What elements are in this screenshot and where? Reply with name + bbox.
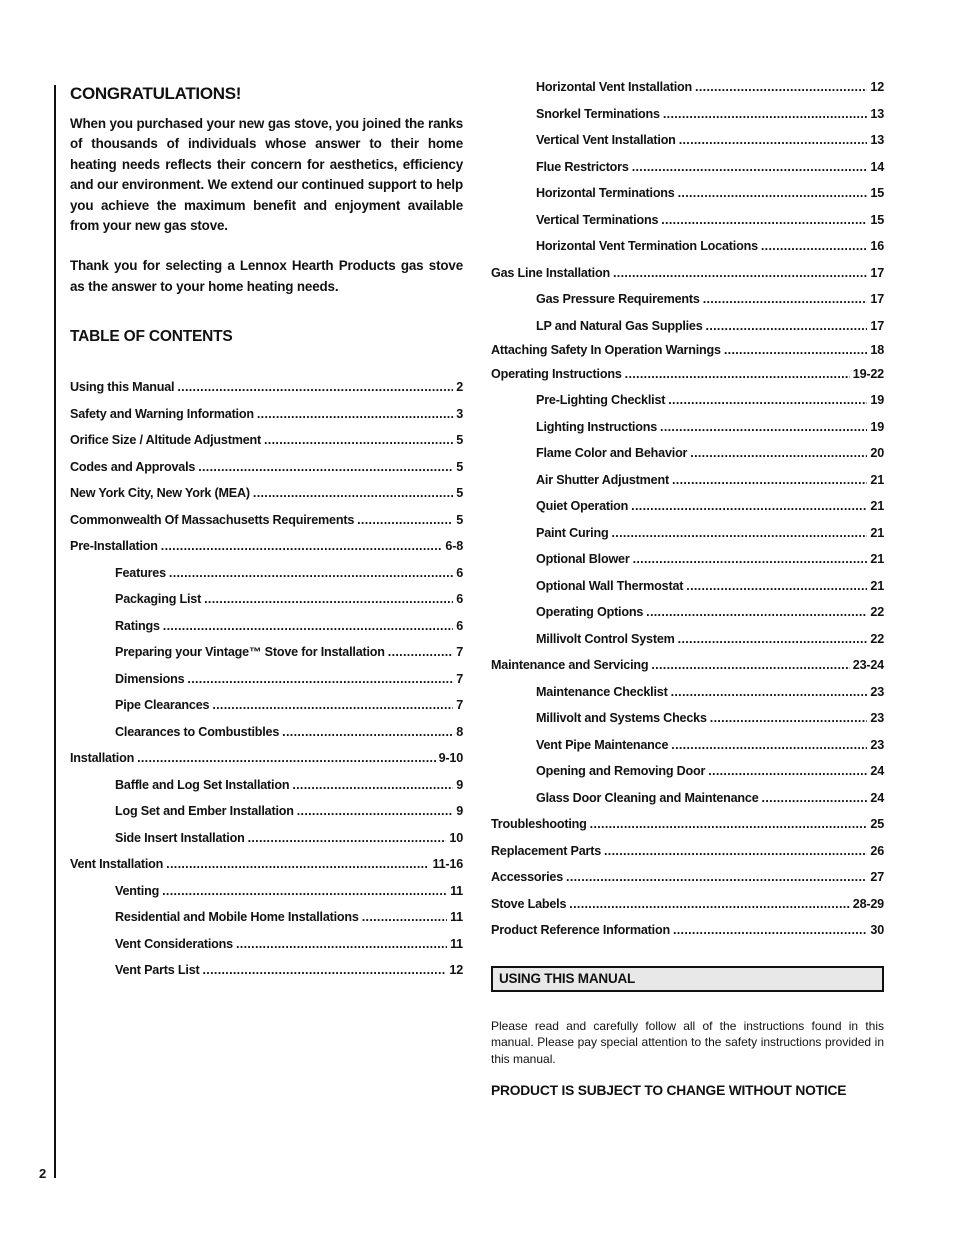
toc-leader-dots bbox=[671, 685, 868, 699]
toc-leader-dots bbox=[668, 393, 867, 407]
toc-leader-dots bbox=[566, 870, 867, 884]
toc-entry-page: 5 bbox=[456, 433, 463, 448]
toc-leader-dots bbox=[163, 619, 453, 633]
toc-leader-dots bbox=[212, 698, 453, 712]
toc-leader-dots bbox=[761, 239, 868, 253]
toc-entry-page: 23 bbox=[870, 711, 884, 725]
toc-entry-label: Pre-Lighting Checklist bbox=[536, 393, 666, 407]
toc-entry[interactable] bbox=[70, 433, 463, 460]
toc-entry[interactable] bbox=[491, 526, 884, 553]
toc-entry-page: 11 bbox=[450, 883, 463, 898]
toc-entry-label: Accessories bbox=[491, 870, 564, 884]
toc-entry-label: Clearances to Combustibles bbox=[115, 724, 280, 739]
toc-list-right bbox=[491, 80, 884, 950]
toc-entry[interactable] bbox=[491, 499, 884, 526]
toc-entry-label: Millivolt Control System bbox=[536, 631, 675, 646]
toc-leader-dots bbox=[590, 817, 868, 831]
toc-entry-label: Codes and Approvals bbox=[70, 459, 196, 474]
toc-leader-dots bbox=[357, 513, 453, 527]
toc-leader-dots bbox=[248, 831, 447, 845]
toc-entry[interactable] bbox=[491, 420, 884, 447]
toc-leader-dots bbox=[710, 711, 868, 725]
toc-entry[interactable] bbox=[70, 804, 463, 831]
toc-leader-dots bbox=[663, 107, 868, 121]
toc-leader-dots bbox=[708, 764, 867, 778]
intro-paragraph-2: Thank you for selecting a Lennox Hearth Products gas stove as the answer to your home heating needs. bbox=[70, 258, 463, 294]
toc-list-left bbox=[70, 380, 463, 990]
toc-entry[interactable] bbox=[70, 831, 463, 858]
toc-leader-dots bbox=[569, 897, 849, 911]
toc-entry-label: Side Insert Installation bbox=[115, 830, 245, 845]
using-manual-heading: USING THIS MANUAL bbox=[491, 966, 884, 992]
toc-entry-label: Opening and Removing Door bbox=[536, 764, 706, 778]
toc-entry-page: 2 bbox=[456, 380, 463, 395]
toc-entry-label: Log Set and Ember Installation bbox=[115, 804, 294, 819]
toc-entry-label: Replacement Parts bbox=[491, 843, 601, 858]
toc-entry-page: 21 bbox=[870, 552, 884, 566]
toc-leader-dots bbox=[673, 923, 867, 937]
toc-entry[interactable] bbox=[70, 380, 463, 407]
toc-entry-page: 9 bbox=[456, 777, 463, 792]
toc-leader-dots bbox=[137, 751, 436, 765]
toc-entry-label: Orifice Size / Altitude Adjustment bbox=[70, 433, 261, 448]
toc-leader-dots bbox=[625, 367, 850, 381]
toc-entry-label: Quiet Operation bbox=[536, 499, 629, 513]
toc-entry-label: Horizontal Vent Termination Locations bbox=[536, 239, 758, 253]
toc-leader-dots bbox=[264, 433, 453, 447]
toc-entry-label: Flame Color and Behavior bbox=[536, 446, 688, 460]
toc-entry-label: Millivolt and Systems Checks bbox=[536, 711, 707, 725]
toc-leader-dots bbox=[169, 566, 453, 580]
toc-entry[interactable] bbox=[491, 107, 884, 134]
toc-entry-label: Vertical Vent Installation bbox=[536, 133, 676, 147]
toc-entry[interactable] bbox=[70, 672, 463, 699]
toc-entry-label: Pipe Clearances bbox=[115, 698, 210, 713]
toc-entry[interactable] bbox=[70, 619, 463, 646]
toc-entry-label: Paint Curing bbox=[536, 525, 609, 540]
toc-entry[interactable] bbox=[491, 319, 884, 343]
congrats-heading: CONGRATULATIONS! bbox=[70, 84, 242, 103]
toc-entry-page: 11 bbox=[450, 910, 463, 925]
toc-entry-page: 14 bbox=[870, 159, 884, 174]
toc-entry[interactable] bbox=[70, 910, 463, 937]
toc-entry-label: Air Shutter Adjustment bbox=[536, 472, 669, 487]
toc-leader-dots bbox=[611, 526, 867, 540]
toc-entry-label: Maintenance Checklist bbox=[536, 684, 668, 699]
right-column bbox=[491, 80, 884, 1098]
toc-leader-dots bbox=[678, 186, 868, 200]
toc-entry-page: 9 bbox=[456, 804, 463, 819]
toc-entry-label: Snorkel Terminations bbox=[536, 106, 660, 121]
toc-entry[interactable] bbox=[70, 513, 463, 540]
toc-entry-label: Operating Options bbox=[536, 605, 644, 619]
toc-entry-label: Commonwealth Of Massachusetts Requirements bbox=[70, 512, 355, 527]
toc-leader-dots bbox=[679, 133, 868, 147]
toc-entry-page: 9-10 bbox=[438, 751, 463, 766]
toc-entry[interactable] bbox=[491, 186, 884, 213]
toc-entry[interactable] bbox=[70, 778, 463, 805]
toc-entry-page: 19 bbox=[870, 393, 884, 407]
toc-entry[interactable] bbox=[491, 897, 884, 924]
toc-entry-page: 24 bbox=[870, 790, 884, 805]
toc-leader-dots bbox=[613, 266, 867, 280]
toc-entry-page: 10 bbox=[449, 830, 463, 845]
toc-entry-page: 26 bbox=[870, 843, 884, 858]
toc-entry-page: 7 bbox=[456, 671, 463, 686]
toc-leader-dots bbox=[631, 499, 867, 513]
toc-entry-label: Maintenance and Servicing bbox=[491, 658, 649, 672]
toc-leader-dots bbox=[690, 446, 867, 460]
toc-entry[interactable] bbox=[491, 685, 884, 712]
toc-entry-page: 5 bbox=[456, 512, 463, 527]
toc-entry-page: 20 bbox=[870, 446, 884, 460]
toc-leader-dots bbox=[706, 319, 868, 333]
intro-paragraph-1: When you purchased your new gas stove, you joined the ranks of thousands of individuals whose answer to their home heating needs reflects their concern for aesthetics, efficiency and our environment. We extend our continued support to help you achieve the maximum benefit and enjoyment available from your new gas stove. bbox=[70, 116, 463, 234]
toc-entry-label: Venting bbox=[115, 883, 160, 898]
toc-entry-page: 15 bbox=[870, 212, 884, 227]
toc-leader-dots bbox=[161, 539, 443, 553]
toc-entry-page: 6-8 bbox=[445, 539, 463, 554]
toc-entry-page: 11 bbox=[450, 936, 463, 951]
toc-entry[interactable] bbox=[491, 764, 884, 791]
toc-entry-label: Flue Restrictors bbox=[536, 159, 629, 174]
toc-entry[interactable] bbox=[491, 844, 884, 871]
toc-entry[interactable] bbox=[70, 592, 463, 619]
toc-entry[interactable] bbox=[491, 213, 884, 240]
toc-entry[interactable] bbox=[70, 539, 463, 566]
toc-entry[interactable] bbox=[491, 632, 884, 659]
toc-leader-dots bbox=[762, 791, 868, 805]
toc-entry-label: LP and Natural Gas Supplies bbox=[536, 318, 703, 333]
toc-entry-label: Vent Installation bbox=[70, 857, 164, 872]
toc-entry[interactable] bbox=[491, 393, 884, 420]
toc-entry[interactable] bbox=[70, 857, 463, 884]
toc-entry[interactable] bbox=[491, 870, 884, 897]
toc-entry[interactable] bbox=[491, 343, 884, 367]
toc-entry[interactable] bbox=[70, 937, 463, 964]
toc-entry-page: 23-24 bbox=[852, 658, 884, 672]
toc-entry-label: Lighting Instructions bbox=[536, 419, 658, 434]
toc-entry-page: 6 bbox=[456, 592, 463, 607]
toc-entry-label: Dimensions bbox=[115, 671, 185, 686]
toc-entry-page: 13 bbox=[870, 106, 884, 121]
toc-entry-label: Preparing your Vintage™ Stove for Installation bbox=[115, 645, 385, 660]
toc-entry-page: 12 bbox=[870, 80, 884, 94]
toc-entry-page: 6 bbox=[456, 565, 463, 580]
toc-entry-label: Vent Parts List bbox=[115, 963, 200, 978]
toc-entry-page: 21 bbox=[870, 472, 884, 487]
using-manual-text: Please read and carefully follow all of the instructions found in this manual. Please pay special attention to the safety instructions provided in this manual. bbox=[491, 1018, 884, 1066]
toc-entry-page: 22 bbox=[870, 605, 884, 619]
toc-entry[interactable] bbox=[491, 446, 884, 473]
toc-entry[interactable] bbox=[491, 711, 884, 738]
toc-entry-page: 21 bbox=[870, 499, 884, 513]
toc-entry-label: Baffle and Log Set Installation bbox=[115, 777, 290, 792]
toc-entry[interactable] bbox=[70, 698, 463, 725]
toc-entry-label: Stove Labels bbox=[491, 896, 567, 911]
toc-entry[interactable] bbox=[491, 791, 884, 818]
toc-leader-dots bbox=[724, 343, 868, 357]
toc-leader-dots bbox=[203, 963, 447, 977]
toc-leader-dots bbox=[362, 910, 447, 924]
toc-leader-dots bbox=[297, 804, 453, 818]
toc-leader-dots bbox=[257, 407, 453, 421]
toc-leader-dots bbox=[604, 844, 867, 858]
left-column bbox=[70, 80, 463, 990]
toc-entry-page: 5 bbox=[456, 459, 463, 474]
toc-entry-page: 17 bbox=[870, 292, 884, 306]
toc-entry[interactable] bbox=[491, 579, 884, 606]
toc-leader-dots bbox=[660, 420, 867, 434]
toc-leader-dots bbox=[672, 473, 867, 487]
toc-entry-label: Using this Manual bbox=[70, 380, 175, 395]
toc-entry-page: 21 bbox=[870, 578, 884, 593]
toc-entry[interactable] bbox=[491, 292, 884, 319]
toc-entry[interactable] bbox=[70, 407, 463, 434]
toc-entry-page: 7 bbox=[456, 645, 463, 660]
toc-leader-dots bbox=[633, 552, 868, 566]
toc-leader-dots bbox=[236, 937, 447, 951]
toc-entry-label: Gas Pressure Requirements bbox=[536, 292, 700, 306]
toc-leader-dots bbox=[703, 292, 868, 306]
toc-leader-dots bbox=[671, 738, 867, 752]
toc-entry[interactable] bbox=[491, 80, 884, 107]
toc-entry-page: 24 bbox=[870, 764, 884, 778]
toc-entry-page: 7 bbox=[456, 698, 463, 713]
toc-leader-dots bbox=[166, 857, 429, 871]
toc-leader-dots bbox=[282, 725, 453, 739]
toc-entry-page: 12 bbox=[449, 963, 463, 978]
toc-entry[interactable] bbox=[70, 645, 463, 672]
toc-entry[interactable] bbox=[491, 133, 884, 160]
toc-leader-dots bbox=[177, 380, 453, 394]
toc-leader-dots bbox=[187, 672, 453, 686]
toc-leader-dots bbox=[651, 658, 849, 672]
toc-entry-label: Optional Blower bbox=[536, 552, 630, 566]
toc-entry[interactable] bbox=[491, 367, 884, 394]
toc-leader-dots bbox=[678, 632, 868, 646]
toc-entry[interactable] bbox=[491, 738, 884, 765]
toc-entry-page: 17 bbox=[870, 265, 884, 280]
toc-heading: TABLE OF CONTENTS bbox=[70, 328, 233, 346]
toc-entry[interactable] bbox=[491, 552, 884, 579]
toc-entry-page: 5 bbox=[456, 486, 463, 501]
toc-entry[interactable] bbox=[70, 725, 463, 752]
toc-entry-label: Glass Door Cleaning and Maintenance bbox=[536, 790, 759, 805]
page-number: 2 bbox=[39, 1166, 47, 1181]
toc-entry-label: Gas Line Installation bbox=[491, 265, 610, 280]
toc-entry-page: 23 bbox=[870, 737, 884, 752]
toc-entry-label: Ratings bbox=[115, 618, 160, 633]
toc-leader-dots bbox=[198, 460, 453, 474]
toc-entry-label: Features bbox=[115, 565, 166, 580]
change-notice: PRODUCT IS SUBJECT TO CHANGE WITHOUT NOTICE bbox=[491, 1083, 847, 1098]
toc-entry-label: Packaging List bbox=[115, 592, 202, 607]
toc-entry-page: 19-22 bbox=[852, 366, 884, 381]
toc-entry[interactable] bbox=[491, 239, 884, 266]
toc-entry-page: 11-16 bbox=[432, 857, 463, 872]
toc-leader-dots bbox=[162, 884, 447, 898]
toc-entry[interactable] bbox=[70, 751, 463, 778]
toc-leader-dots bbox=[695, 80, 867, 94]
toc-entry-label: Installation bbox=[70, 751, 135, 766]
toc-entry-page: 30 bbox=[870, 923, 884, 937]
toc-entry-page: 21 bbox=[870, 525, 884, 540]
toc-leader-dots bbox=[661, 213, 867, 227]
toc-entry-label: Horizontal Terminations bbox=[536, 186, 675, 200]
toc-entry-label: Operating Instructions bbox=[491, 366, 622, 381]
toc-entry-label: Product Reference Information bbox=[491, 923, 670, 937]
toc-leader-dots bbox=[388, 645, 453, 659]
toc-entry[interactable] bbox=[491, 160, 884, 187]
toc-entry-label: Residential and Mobile Home Installations bbox=[115, 910, 359, 925]
toc-leader-dots bbox=[292, 778, 453, 792]
toc-entry-label: Pre-Installation bbox=[70, 539, 158, 554]
toc-entry-page: 25 bbox=[870, 817, 884, 831]
toc-entry[interactable] bbox=[491, 817, 884, 844]
toc-entry-label: Vent Pipe Maintenance bbox=[536, 737, 669, 752]
toc-entry-page: 22 bbox=[870, 631, 884, 646]
toc-entry-label: Troubleshooting bbox=[491, 817, 587, 831]
toc-entry-page: 18 bbox=[870, 342, 884, 357]
toc-entry[interactable] bbox=[491, 266, 884, 293]
toc-entry-page: 6 bbox=[456, 618, 463, 633]
toc-leader-dots bbox=[253, 486, 453, 500]
toc-entry-label: Vent Considerations bbox=[115, 936, 233, 951]
toc-entry-page: 13 bbox=[870, 133, 884, 147]
toc-entry[interactable] bbox=[70, 963, 463, 990]
toc-entry[interactable] bbox=[491, 923, 884, 950]
toc-entry-page: 19 bbox=[870, 419, 884, 434]
toc-entry-label: Safety and Warning Information bbox=[70, 406, 254, 421]
toc-entry[interactable] bbox=[491, 658, 884, 685]
toc-entry-label: Optional Wall Thermostat bbox=[536, 578, 684, 593]
toc-entry-page: 3 bbox=[456, 406, 463, 421]
toc-leader-dots bbox=[204, 592, 453, 606]
toc-leader-dots bbox=[632, 160, 868, 174]
toc-entry-label: Horizontal Vent Installation bbox=[536, 80, 693, 94]
toc-entry[interactable] bbox=[70, 884, 463, 911]
toc-entry[interactable] bbox=[491, 605, 884, 632]
toc-entry-page: 28-29 bbox=[852, 896, 884, 911]
toc-entry[interactable] bbox=[70, 486, 463, 513]
toc-leader-dots bbox=[646, 605, 867, 619]
toc-entry-page: 15 bbox=[870, 186, 884, 200]
toc-entry-page: 8 bbox=[456, 724, 463, 739]
toc-entry-page: 17 bbox=[870, 318, 884, 333]
toc-entry-label: New York City, New York (MEA) bbox=[70, 486, 250, 501]
toc-entry[interactable] bbox=[70, 460, 463, 487]
margin-rule bbox=[54, 85, 56, 1178]
toc-entry-page: 16 bbox=[870, 239, 884, 253]
toc-entry[interactable] bbox=[70, 566, 463, 593]
toc-leader-dots bbox=[686, 579, 867, 593]
toc-entry-label: Vertical Terminations bbox=[536, 212, 659, 227]
toc-entry-page: 23 bbox=[870, 684, 884, 699]
toc-entry[interactable] bbox=[491, 473, 884, 500]
toc-entry-page: 27 bbox=[870, 870, 884, 884]
toc-entry-label: Attaching Safety In Operation Warnings bbox=[491, 342, 721, 357]
